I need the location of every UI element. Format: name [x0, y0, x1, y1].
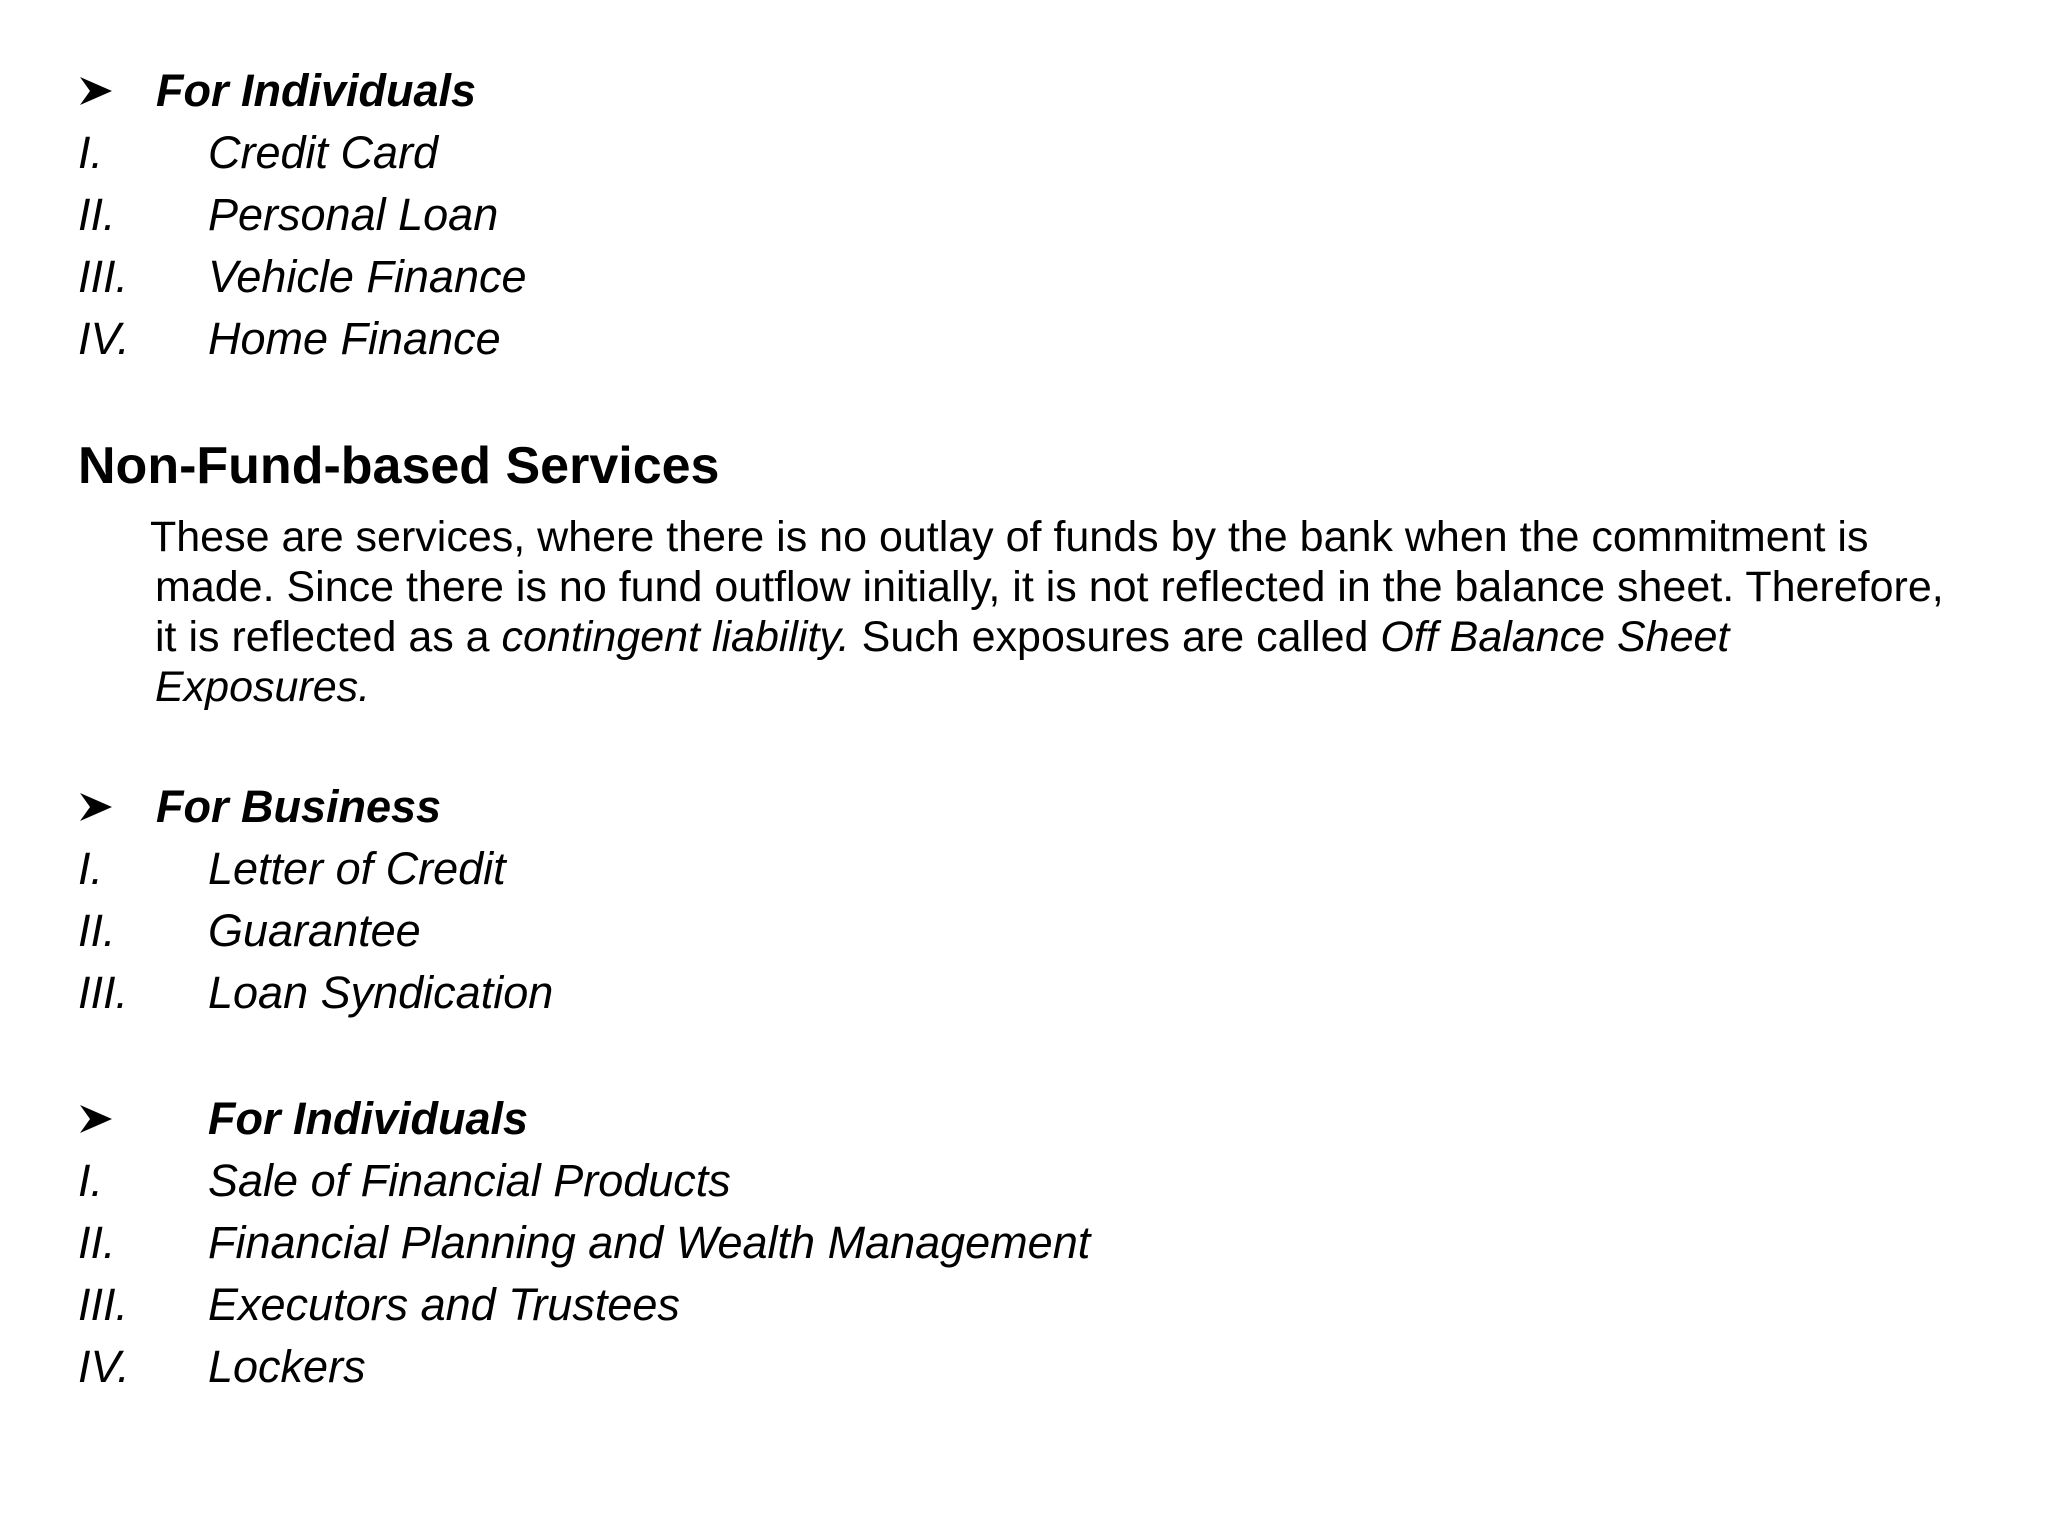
list-numeral: I.: [78, 1155, 104, 1206]
list-item-text: Financial Planning and Wealth Management: [208, 1217, 1091, 1268]
list-item-text: Personal Loan: [208, 189, 499, 240]
arrow-bullet-icon: [78, 73, 156, 109]
paragraph-italic-term: Off Balance Sheet Exposures.: [155, 613, 1730, 711]
paragraph-text: These are services, where there is no outlay of funds by the bank when the commitment is made. Since there is no fund outflow initially, it is not reflected in the balance sheet. Therefore, it is reflected as a: [150, 513, 1944, 661]
list-numeral: II.: [78, 905, 116, 956]
list-item: [78, 1336, 366, 1398]
section2-heading: For Business: [156, 781, 442, 832]
list-item-text: Guarantee: [208, 905, 421, 956]
list-item: [78, 1150, 731, 1212]
list-item: [78, 1274, 680, 1336]
list-item: [78, 1212, 1090, 1274]
section2-heading-row: [78, 776, 441, 838]
list-numeral: III.: [78, 967, 129, 1018]
list-item: [78, 900, 421, 962]
list-item: [78, 962, 553, 1024]
list-numeral: IV.: [78, 313, 130, 364]
list-item-text: Lockers: [208, 1341, 366, 1392]
description-paragraph: [150, 512, 1955, 712]
list-numeral: I.: [78, 843, 104, 894]
list-item-text: Letter of Credit: [208, 843, 506, 894]
list-item-text: Sale of Financial Products: [208, 1155, 731, 1206]
paragraph-text: Such exposures are called: [849, 613, 1381, 661]
list-numeral: III.: [78, 1279, 129, 1330]
list-item: [78, 246, 527, 308]
list-item-text: Vehicle Finance: [208, 251, 527, 302]
list-numeral: III.: [78, 251, 129, 302]
section1-heading: For Individuals: [156, 65, 477, 116]
list-item-text: Credit Card: [208, 127, 439, 178]
list-numeral: II.: [78, 1217, 116, 1268]
list-item-text: Loan Syndication: [208, 967, 554, 1018]
section1-heading-row: [78, 60, 476, 122]
list-item-text: Executors and Trustees: [208, 1279, 680, 1330]
list-numeral: IV.: [78, 1341, 130, 1392]
section-title: Non-Fund-based Services: [78, 437, 720, 495]
list-item: [78, 184, 498, 246]
paragraph-italic-term: contingent liability.: [501, 613, 850, 661]
list-numeral: II.: [78, 189, 116, 240]
section3-heading: For Individuals: [208, 1093, 529, 1144]
section3-heading-row: [78, 1088, 528, 1150]
list-item: [78, 838, 506, 900]
arrow-bullet-icon: [78, 1101, 208, 1137]
list-item: [78, 308, 501, 370]
arrow-bullet-icon: [78, 789, 156, 825]
list-numeral: I.: [78, 127, 104, 178]
list-item-text: Home Finance: [208, 313, 501, 364]
list-item: [78, 122, 438, 184]
